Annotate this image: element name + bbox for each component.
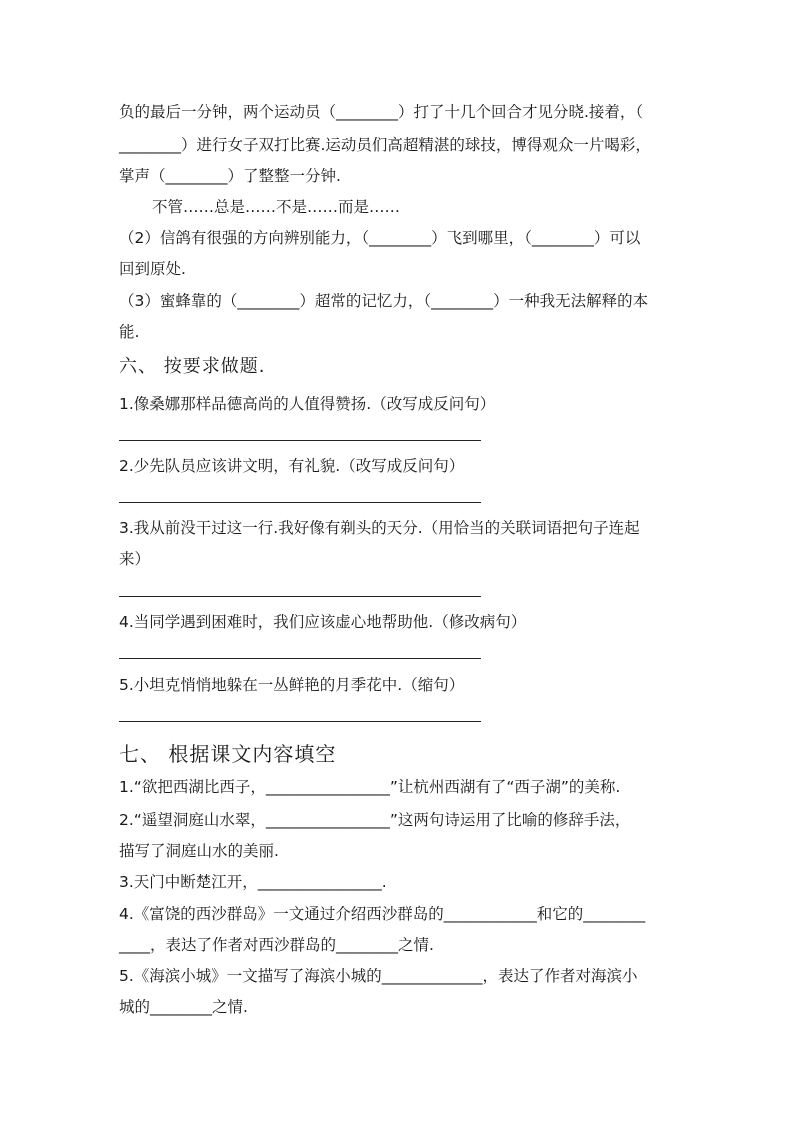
text-line: （3）蜜蜂靠的（________）超常的记忆力，（________）一种我无法解释的本 xyxy=(119,292,649,310)
question: 3.我从前没干过这一行.我好像有剃头的天分.（用恰当的关联词语把句子连起 xyxy=(119,519,640,537)
question: 5.《海滨小城》一文描写了海滨小城的_____________，表达了作者对海滨小 xyxy=(119,967,638,985)
text-line: 掌声（________）了整整一分钟. xyxy=(119,167,341,185)
text-line: 负的最后一分钟，两个运动员（________）打了十几个回合才见分晓.接着，（ xyxy=(119,103,644,121)
section-heading: 六、 按要求做题. xyxy=(119,356,266,377)
text-line: （2）信鸽有很强的方向辨别能力，（________）飞到哪里，（________）可以 xyxy=(119,229,641,247)
question: 3.天门中断楚江开，________________. xyxy=(119,873,387,891)
answer-line[interactable] xyxy=(119,596,481,597)
question: 4.《富饶的西沙群岛》一文通过介绍西沙群岛的____________和它的________ xyxy=(119,905,646,923)
question: 1.像桑娜那样品德高尚的人值得赞扬.（改写成反问句） xyxy=(119,395,496,413)
word-bank: 不管……总是……不是……而是…… xyxy=(152,198,401,216)
answer-line[interactable] xyxy=(119,440,481,441)
text-line: 回到原处. xyxy=(119,260,186,278)
question: 2.“遥望洞庭山水翠，________________”这两句诗运用了比喻的修辞手法， xyxy=(119,811,631,829)
question-cont: 城的________之情. xyxy=(119,998,248,1016)
question-cont: 描写了洞庭山水的美丽. xyxy=(119,842,279,860)
question: 1.“欲把西湖比西子，________________”让杭州西湖有了“西子湖”的美称. xyxy=(119,778,621,796)
question: 5.小坦克悄悄地躲在一丛鲜艳的月季花中.（缩句） xyxy=(119,676,465,694)
question-cont: 来） xyxy=(119,550,151,568)
answer-line[interactable] xyxy=(119,658,481,659)
question: 2.少先队员应该讲文明，有礼貌.（改写成反问句） xyxy=(119,457,465,475)
text-line: 能. xyxy=(119,323,140,341)
question-cont: ____，表达了作者对西沙群岛的________之情. xyxy=(119,936,434,954)
section-heading: 七、 根据课文内容填空 xyxy=(119,742,337,766)
text-line: ________）进行女子双打比赛.运动员们高超精湛的球技，博得观众一片喝彩， xyxy=(119,136,651,154)
answer-line[interactable] xyxy=(119,721,481,722)
question: 4.当同学遇到困难时，我们应该虚心地帮助他.（修改病句） xyxy=(119,613,527,631)
answer-line[interactable] xyxy=(119,502,481,503)
